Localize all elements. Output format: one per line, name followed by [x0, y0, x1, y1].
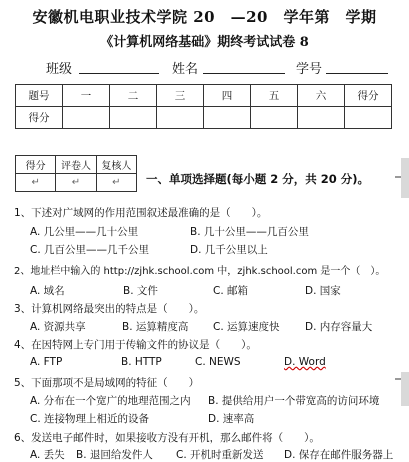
- exam-title: 安徽机电职业技术学院 20 —20 学年第 学期: [32, 8, 377, 26]
- score-input-cell[interactable]: [298, 107, 345, 129]
- score-input-cell[interactable]: [204, 107, 251, 129]
- score-cell: 三: [157, 85, 204, 107]
- return-mark: ↵: [16, 174, 56, 192]
- question-1: 1、下述对广域网的作用范围叙述最准确的是（ ）。: [14, 207, 268, 219]
- section-title: 一、单项选择题(每小题 2 分，共 20 分)。: [146, 172, 370, 186]
- score-cell: 四: [204, 85, 251, 107]
- page-edge-mark: [395, 378, 401, 380]
- q3-option-a: A. 资源共享: [30, 321, 86, 333]
- q5-option-d: D. 速率高: [208, 413, 255, 425]
- score-table-score-row: [16, 107, 392, 129]
- score-input-cell[interactable]: [157, 107, 204, 129]
- question-6: 6、发送电子邮件时，如果接收方没有开机，那么邮件将（ ）。: [14, 432, 320, 444]
- q6-option-c: C. 开机时重新发送: [176, 449, 264, 461]
- grader-checker-header: 复核人: [96, 156, 136, 174]
- q1-option-b: B. 几十公里——几百公里: [190, 226, 309, 238]
- page-edge-shade: [401, 372, 409, 406]
- q2-option-b: B. 文件: [123, 285, 158, 297]
- name-field-line: [203, 73, 285, 74]
- class-field-line: [79, 73, 159, 74]
- q6-option-b: B. 退回给发件人: [76, 449, 153, 461]
- page-edge-mark: [395, 176, 401, 178]
- page-edge-shade: [401, 158, 409, 198]
- score-input-cell[interactable]: [110, 107, 157, 129]
- score-table: [15, 84, 392, 129]
- q4-option-c: C. NEWS: [195, 356, 241, 368]
- q4-option-a: A. FTP: [30, 356, 63, 368]
- score-cell: 一: [63, 85, 110, 107]
- exam-subtitle: 《计算机网络基础》期终考试试卷 8: [100, 35, 309, 50]
- id-field-line: [326, 73, 388, 74]
- grader-table: [15, 155, 137, 192]
- id-label: 学号: [296, 62, 323, 77]
- name-label: 姓名: [172, 62, 199, 77]
- q4-option-d: D. Word: [284, 356, 326, 368]
- score-cell: 二: [110, 85, 157, 107]
- score-cell: 五: [251, 85, 298, 107]
- q2-option-d: D. 国家: [305, 285, 341, 297]
- q4-option-b: B. HTTP: [121, 356, 162, 368]
- q6-option-d: D. 保存在邮件服务器上: [284, 449, 394, 461]
- score-input-cell[interactable]: [251, 107, 298, 129]
- score-cell: 得分: [345, 85, 392, 107]
- q6-option-a: A. 丢失: [30, 449, 65, 461]
- q2-option-a: A. 域名: [30, 285, 65, 297]
- q5-option-c: C. 连接物理上相近的设备: [30, 413, 150, 425]
- score-cell: 六: [298, 85, 345, 107]
- return-mark: ↵: [96, 174, 136, 192]
- q1-option-a: A. 几公里——几十公里: [30, 226, 139, 238]
- q3-option-c: C. 运算速度快: [213, 321, 280, 333]
- question-3: 3、计算机网络最突出的特点是（ ）。: [14, 303, 205, 315]
- q2-option-c: C. 邮箱: [213, 285, 249, 297]
- q3-option-d: D. 内存容量大: [305, 321, 373, 333]
- score-row-label: 得分: [16, 107, 63, 129]
- score-input-cell[interactable]: [345, 107, 392, 129]
- class-label: 班级: [46, 62, 73, 77]
- question-5: 5、下面那项不是局域网的特征（ ）: [14, 377, 200, 389]
- grader-score-header: 得分: [16, 156, 56, 174]
- q1-option-d: D. 几千公里以上: [190, 244, 268, 256]
- q1-option-c: C. 几百公里——几千公里: [30, 244, 150, 256]
- q5-option-a: A. 分布在一个宽广的地理范围之内: [30, 395, 191, 407]
- score-input-cell[interactable]: [63, 107, 110, 129]
- score-table-header-row: [16, 85, 392, 107]
- return-mark: ↵: [56, 174, 96, 192]
- q3-option-b: B. 运算精度高: [122, 321, 189, 333]
- question-4: 4、在因特网上专门用于传输文件的协议是（ ）。: [14, 339, 257, 351]
- q5-option-b: B. 提供给用户一个带宽高的访问环境: [208, 395, 380, 407]
- grader-reviewer-header: 评卷人: [56, 156, 96, 174]
- score-cell: 题号: [16, 85, 63, 107]
- question-2: 2、地址栏中输入的 http://zjhk.school.com 中，zjhk.school.com 是一个（ ）。: [14, 266, 386, 277]
